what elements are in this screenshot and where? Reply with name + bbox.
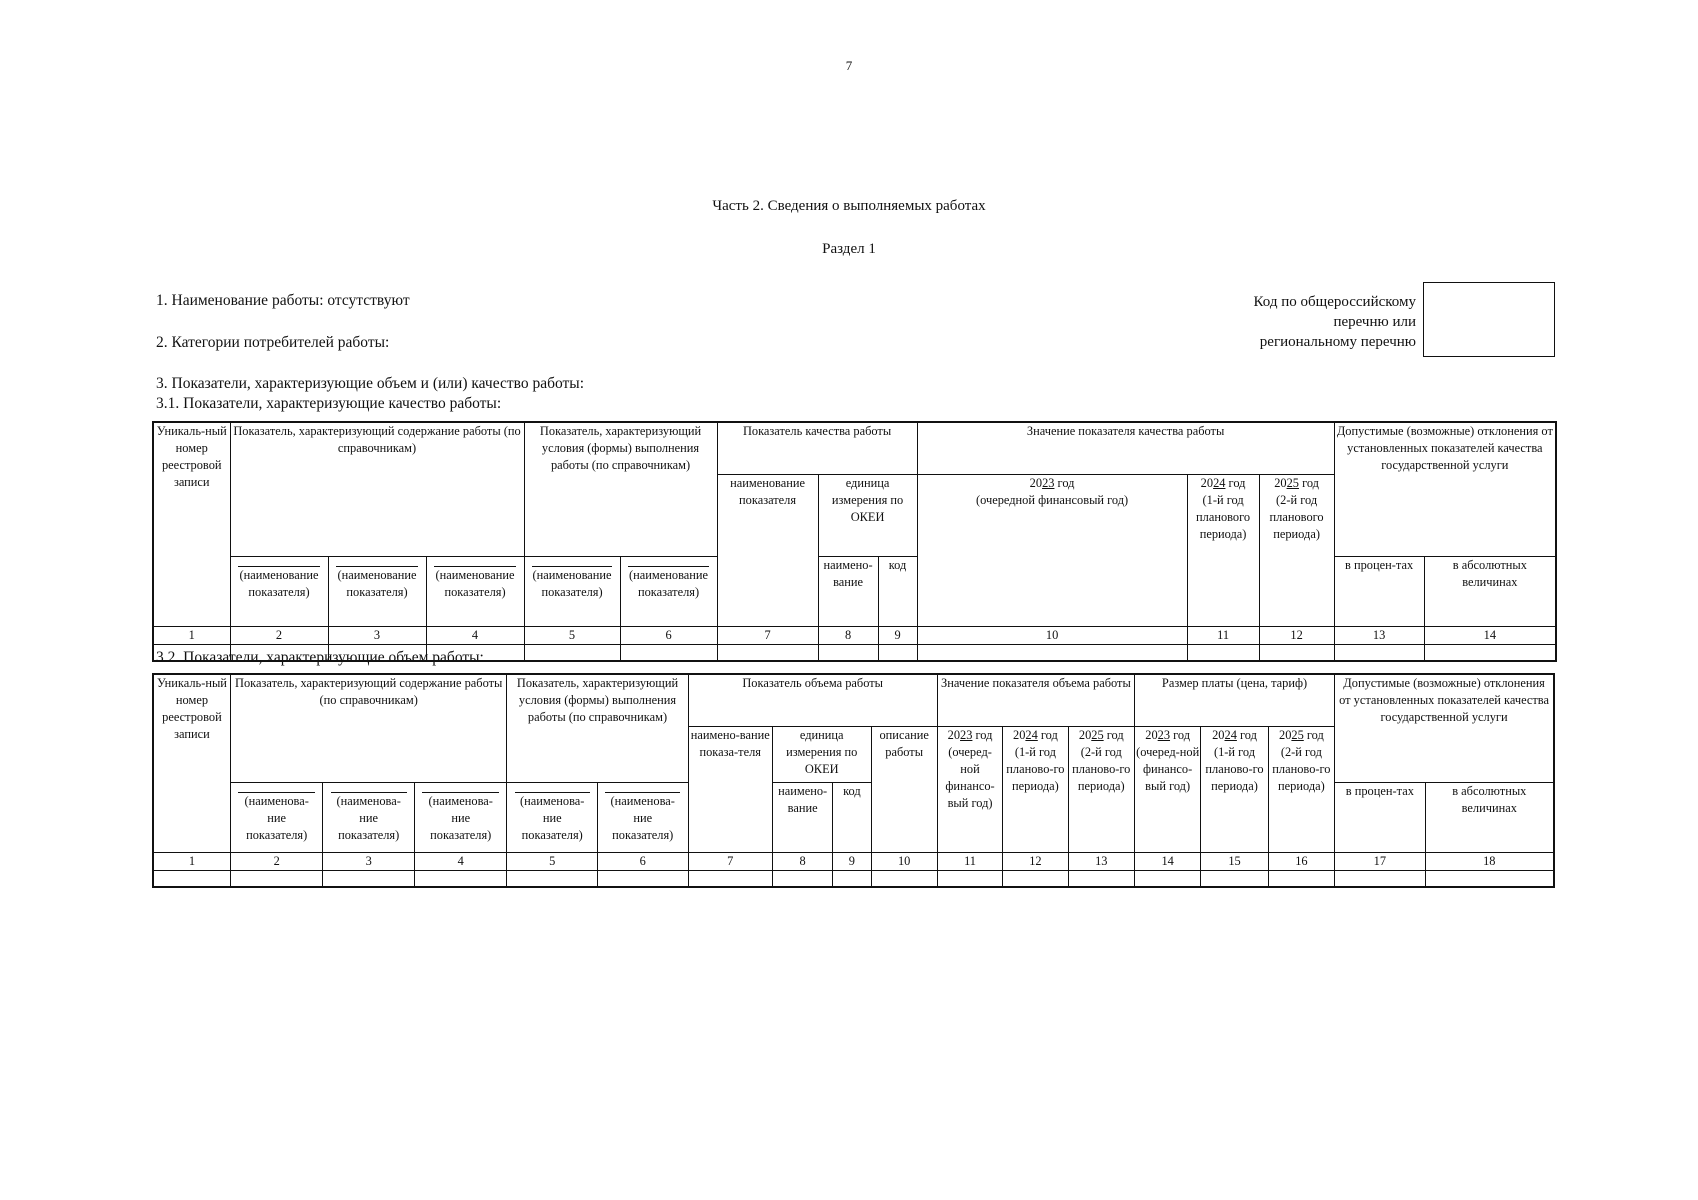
indicator-name-header: наименование показателя [717, 474, 818, 626]
indicator-name-cell: (наименова-ние показателя) [230, 782, 323, 852]
table-header-row [153, 422, 1556, 474]
condition-indicator-header: Показатель, характеризующий условия (формы) выполнения работы (по справочникам) [524, 422, 717, 474]
unit-name-header: наимено-вание [772, 782, 832, 852]
unit-code-header: код [833, 782, 871, 852]
year-1-header: 2023 год (очередной финансовый год) [917, 474, 1187, 626]
indicator-name-cell: (наименова-ние показателя) [507, 782, 598, 852]
column-number-row: 1 2 3 4 5 6 7 8 9 10 11 12 13 14 [153, 626, 1556, 644]
registry-code-label: Код по общероссийскому перечню или региональному перечню [1253, 294, 1416, 350]
condition-indicator-header: Показатель, характеризующий условия (формы) выполнения работы (по справочникам) [507, 674, 688, 726]
deviation-percent-header: в процен-тах [1334, 556, 1424, 626]
year-2-header: 2024 год (1-й год планового периода) [1187, 474, 1259, 626]
work-name-line: 1. Наименование работы: отсутствуют [156, 292, 410, 309]
value-year-2-header: 2024 год (1-й год планово-го периода) [1003, 726, 1068, 852]
indicator-name-cell: (наименова-ние показателя) [323, 782, 415, 852]
volume-value-header: Значение показателя объема работы [937, 674, 1134, 726]
section-title: Раздел 1 [822, 241, 876, 257]
page-number: 7 [845, 58, 853, 73]
column-number-row: 1 2 3 4 5 6 7 8 9 10 11 12 13 14 15 16 17 18 [153, 852, 1554, 870]
price-header: Размер платы (цена, тариф) [1134, 674, 1334, 726]
price-year-1-header: 2023 год (очеред-ной финансо-вый год) [1134, 726, 1200, 852]
indicator-name-cell: (наименова-ние показателя) [414, 782, 507, 852]
work-description-header: описание работы [871, 726, 937, 852]
consumer-category-line: 2. Категории потребителей работы: [156, 334, 390, 351]
deviation-absolute-header: в абсолютных величинах [1425, 782, 1554, 852]
table-header-row [153, 674, 1554, 726]
value-year-1-header: 2023 год (очеред-ной финансо-вый год) [937, 726, 1002, 852]
deviation-percent-header: в процен-тах [1335, 782, 1426, 852]
unique-number-header: Уникаль-ный номер реестровой записи [153, 674, 230, 852]
table-header-row [153, 782, 1554, 852]
table-row [153, 870, 1554, 887]
year-3-header: 2025 год (2-й год планового периода) [1259, 474, 1334, 626]
indicator-name-cell: (наименование показателя) [230, 556, 328, 626]
indicator-name-cell: (наименование показателя) [620, 556, 717, 626]
table-header-row [153, 556, 1556, 626]
deviation-absolute-header: в абсолютных величинах [1424, 556, 1556, 626]
indicator-name-cell: (наименование показателя) [328, 556, 426, 626]
deviation-header: Допустимые (возможные) отклонения от установленных показателей качества государственной услуги [1334, 422, 1556, 474]
price-year-2-header: 2024 год (1-й год планово-го периода) [1201, 726, 1268, 852]
indicator-name-cell: (наименование показателя) [426, 556, 524, 626]
unit-code-header: код [878, 556, 917, 626]
volume-indicator-header: Показатель объема работы [688, 674, 937, 726]
price-year-3-header: 2025 год (2-й год планово-го периода) [1268, 726, 1334, 852]
volume-indicators-heading: 3.2. Показатели, характеризующие объем работы: [156, 649, 484, 666]
indicator-name-cell: (наименование показателя) [524, 556, 620, 626]
quality-indicators-table [152, 421, 1557, 662]
volume-indicators-table [152, 673, 1555, 888]
content-indicator-header: Показатель, характеризующий содержание работы (по справочникам) [230, 422, 524, 474]
indicator-name-header: наимено-вание показа-теля [688, 726, 772, 852]
okei-unit-header: единица измерения по ОКЕИ [772, 726, 871, 782]
quality-indicators-heading: 3.1. Показатели, характеризующие качество работы: [156, 395, 502, 412]
quality-value-header: Значение показателя качества работы [917, 422, 1334, 474]
table-header-row [153, 726, 1554, 782]
unique-number-header: Уникаль-ный номер реестровой записи [153, 422, 230, 626]
table-header-row [153, 474, 1556, 556]
content-indicator-header: Показатель, характеризующий содержание работы (по справочникам) [230, 674, 507, 726]
value-year-3-header: 2025 год (2-й год планово-го периода) [1068, 726, 1134, 852]
indicators-heading: 3. Показатели, характеризующие объем и (или) качество работы: [156, 375, 585, 392]
unit-name-header: наимено-вание [818, 556, 878, 626]
quality-indicator-header: Показатель качества работы [717, 422, 917, 474]
deviation-header: Допустимые (возможные) отклонения от установленных показателей качества государственной услуги [1335, 674, 1554, 726]
indicator-name-cell: (наименова-ние показателя) [597, 782, 688, 852]
part-title: Часть 2. Сведения о выполняемых работах [712, 198, 986, 214]
registry-code-box [1423, 282, 1555, 357]
okei-unit-header: единица измерения по ОКЕИ [818, 474, 917, 556]
